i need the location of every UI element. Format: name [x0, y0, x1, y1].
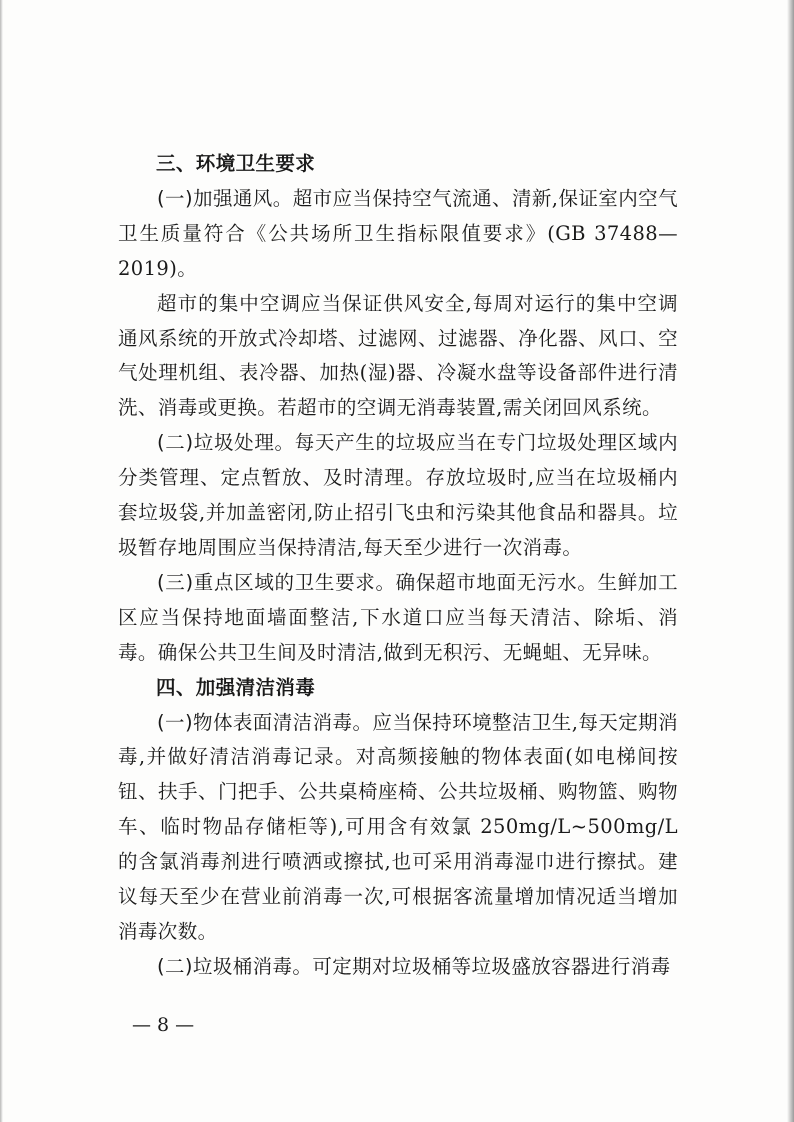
scan-edge-right [787, 0, 794, 1122]
document-body [118, 147, 678, 985]
section-4-heading: 四、加强清洁消毒 [156, 675, 316, 699]
air-conditioning-text: 超市的集中空调应当保证供风安全,每周对运行的集中空调通风系统的开放式冷却塔、过滤网、过滤器、净化器、风口、空气处理机组、表冷器、加热(湿)器、冷凝水盘等设备部件进行清洗、消毒或更换。若超市的空调无消毒装置,需关闭回风系统。 [118, 291, 678, 420]
garbage-paragraph [118, 426, 678, 566]
bin-disinfection-text: 可定期对垃圾桶等垃圾盛放容器进行消毒 [312, 954, 671, 978]
bin-disinfection-paragraph [118, 950, 678, 985]
key-areas-text: 确保超市地面无污水。生鲜加工区应当保持地面墙面整洁,下水道口应当每天清洁、除垢、消毒。确保公共卫生间及时清洁,做到无积污、无蝇蛆、无异味。 [118, 570, 678, 664]
key-areas-paragraph [118, 566, 678, 671]
section-3-heading: 三、环境卫生要求 [156, 152, 316, 175]
air-conditioning-paragraph [118, 287, 678, 427]
page-number: — 8 — [132, 1014, 195, 1036]
ventilation-lead: (一)加强通风。 [157, 186, 293, 210]
surface-disinfection-paragraph [118, 706, 678, 950]
surface-disinfection-text: 应当保持环境整洁卫生,每天定期消毒,并做好清洁消毒记录。对高频接触的物体表面(如电梯间按钮、扶手、门把手、公共桌椅座椅、公共垃圾桶、购物篮、购物车、临时物品存储柜等),可用含有效氯 250mg/L~500mg/L 的含氯消毒剂进行喷洒或擦拭,也可采用消毒湿巾进行擦拭。建议每天至少在营业前消毒一次,可根据客流量增加情况适当增加消毒次数。 [118, 710, 678, 943]
scan-edge-left [0, 0, 3, 1122]
ventilation-text: 超市应当保持空气流通、清新,保证室内空气卫生质量符合《公共场所卫生指标限值要求》(GB 37488—2019)。 [118, 186, 679, 280]
ventilation-paragraph [118, 182, 678, 287]
garbage-text: 每天产生的垃圾应当在专门垃圾处理区域内分类管理、定点暂放、及时清理。存放垃圾时,应当在垃圾桶内套垃圾袋,并加盖密闭,防止招引飞虫和污染其他食品和器具。垃圾暂存地周围应当保持清洁,每天至少进行一次消毒。 [118, 431, 678, 559]
key-areas-lead: (三)重点区域的卫生要求。 [157, 570, 396, 594]
surface-disinfection-lead: (一)物体表面清洁消毒。 [157, 710, 373, 734]
garbage-lead: (二)垃圾处理。 [157, 431, 295, 455]
bin-disinfection-lead: (二)垃圾桶消毒。 [157, 954, 313, 978]
